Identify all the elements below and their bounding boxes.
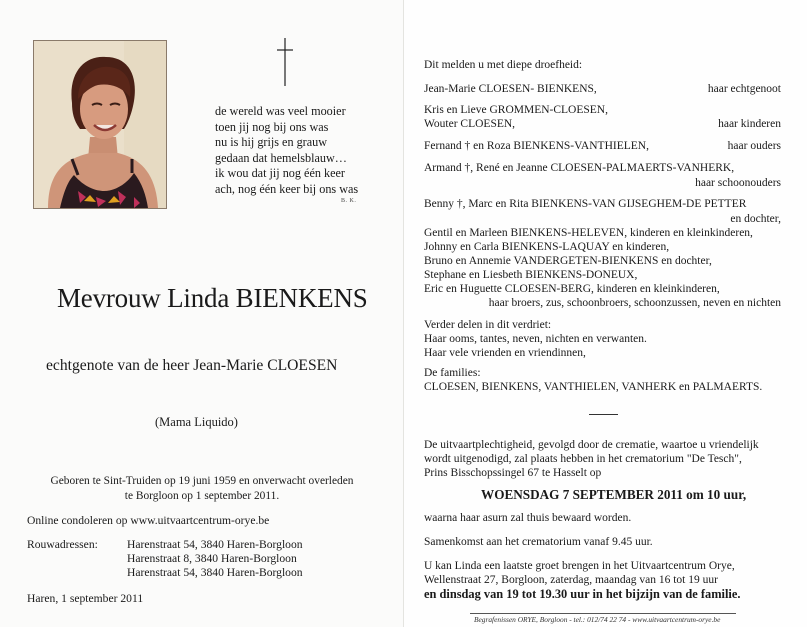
- family-name: Johnny en Carla BIENKENS-LAQUAY en kinderen,: [424, 241, 670, 253]
- families-label: De families:: [424, 367, 481, 379]
- poem-initials: B. K.: [341, 198, 357, 204]
- address-item: Harenstraat 54, 3840 Haren-Borgloon: [127, 566, 303, 579]
- farewell-line: Wellenstraat 27, Borgloon, zaterdag, maandag van 16 tot 19 uur: [424, 574, 718, 586]
- family-name: Jean-Marie CLOESEN- BIENKENS,: [424, 83, 597, 95]
- poem: [215, 104, 358, 198]
- grief-line: Haar vele vrienden en vriendinnen,: [424, 347, 586, 359]
- family-relation: en dochter,: [730, 213, 781, 225]
- family-relation: haar kinderen: [718, 118, 781, 130]
- online-condolence-link[interactable]: Online condoleren op www.uitvaartcentrum-orye.be: [27, 514, 270, 527]
- grief-line: Verder delen in dit verdriet:: [424, 319, 552, 331]
- family-name: Gentil en Marleen BIENKENS-HELEVEN, kinderen en kleinkinderen,: [424, 227, 753, 239]
- poem-line: gedaan dat hemelsblauw…: [215, 150, 347, 165]
- family-name: Armand †, René en Jeanne CLOESEN-PALMAERTS-VANHERK,: [424, 162, 735, 174]
- farewell-line-bold: en dinsdag van 19 tot 19.30 uur in het bijzijn van de familie.: [424, 587, 741, 601]
- portrait-photo: [33, 40, 167, 209]
- birth-line: Geboren te Sint-Truiden op 19 juni 1959 en onverwacht overleden: [50, 475, 354, 487]
- addresses-list: [127, 538, 303, 580]
- grief-line: Haar ooms, tantes, neven, nichten en verwanten.: [424, 333, 647, 345]
- funeral-line: wordt uitgenodigd, zal plaats hebben in het crematorium "De Tesch",: [424, 453, 742, 466]
- ashes-line: waarna haar asurn zal thuis bewaard worden.: [424, 512, 632, 524]
- spouse-line: echtgenote van de heer Jean-Marie CLOESEN: [46, 357, 338, 374]
- addresses-label: Rouwadressen:: [27, 538, 98, 551]
- families-list: CLOESEN, BIENKENS, VANTHIELEN, VANHERK en PALMAERTS.: [424, 381, 763, 393]
- birth-death-text: [0, 474, 404, 504]
- family-name: Benny †, Marc en Rita BIENKENS-VAN GIJSEGHEM-DE PETTER: [424, 198, 747, 210]
- family-relation: haar broers, zus, schoonbroers, schoonzussen, neven en nichten: [488, 297, 781, 309]
- funeral-line: Prins Bisschopssingel 67 te Hasselt op: [424, 467, 602, 480]
- deceased-name: Mevrouw Linda BIENKENS: [57, 283, 368, 313]
- family-name: Eric en Huguette CLOESEN-BERG, kinderen en kleinkinderen,: [424, 283, 720, 295]
- divider: [589, 414, 618, 415]
- poem-line: ach, nog één keer bij ons was: [215, 181, 359, 196]
- address-item: Harenstraat 54, 3840 Haren-Borgloon: [127, 538, 303, 551]
- footer-credit: Begrafenissen ORYE, Borgloon - tel.: 012/74 22 74 - www.uitvaartcentrum-orye.be: [474, 615, 721, 624]
- family-relation: haar echtgenoot: [707, 83, 781, 95]
- gathering-line: Samenkomst aan het crematorium vanaf 9.45 uur.: [424, 536, 653, 548]
- funeral-date: WOENSDAG 7 SEPTEMBER 2011 om 10 uur,: [481, 487, 747, 502]
- funeral-line: De uitvaartplechtigheid, gevolgd door de crematie, waartoe u vriendelijk: [424, 439, 759, 451]
- page-fold: [403, 0, 404, 627]
- family-relation: haar ouders: [727, 140, 781, 152]
- poem-line: ik wou dat jij nog één keer: [215, 166, 345, 181]
- address-item: Harenstraat 8, 3840 Haren-Borgloon: [127, 552, 297, 565]
- death-line: te Borgloon op 1 september 2011.: [124, 490, 280, 502]
- funeral-text: [424, 438, 759, 481]
- farewell-line: U kan Linda een laatste groet brengen in het Uitvaartcentrum Orye,: [424, 560, 735, 572]
- place-date: Haren, 1 september 2011: [27, 592, 144, 605]
- family-name: Stephane en Liesbeth BIENKENS-DONEUX,: [424, 269, 638, 281]
- portrait-photo-icon: [34, 41, 166, 208]
- family-relation: haar schoonouders: [695, 177, 781, 189]
- family-name: Wouter CLOESEN,: [424, 118, 516, 130]
- family-name: Kris en Lieve GROMMEN-CLOESEN,: [424, 104, 608, 116]
- family-name: Fernand † en Roza BIENKENS-VANTHIELEN,: [424, 140, 649, 152]
- poem-line: nu is hij grijs en grauw: [215, 135, 328, 150]
- poem-line: toen jij nog bij ons was: [215, 119, 329, 134]
- poem-line: de wereld was veel mooier: [215, 104, 346, 118]
- cross-icon: [277, 38, 293, 86]
- nickname: (Mama Liquido): [155, 415, 238, 429]
- footer-rule: [470, 613, 736, 614]
- family-name: Bruno en Annemie VANDERGETEN-BIENKENS en dochter,: [424, 255, 712, 267]
- announcement-intro: Dit melden u met diepe droefheid:: [424, 59, 583, 71]
